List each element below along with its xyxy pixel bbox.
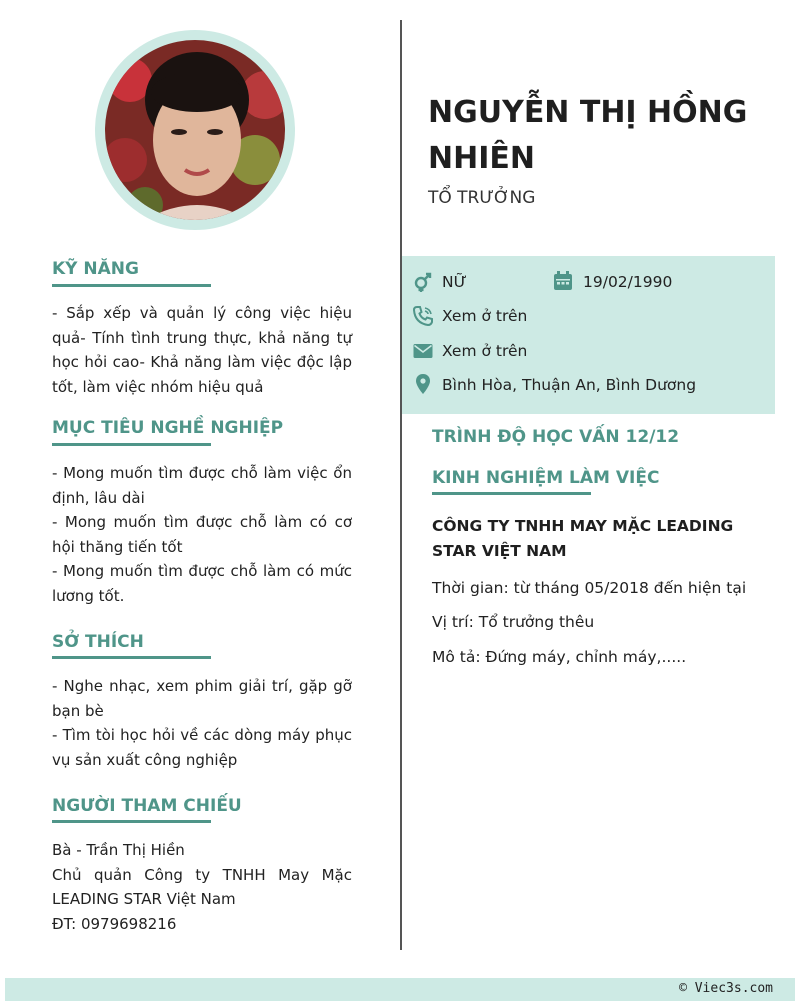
reference-item: ĐT: 0979698216 xyxy=(52,914,177,933)
phone-icon xyxy=(413,306,433,326)
email-icon xyxy=(413,341,433,361)
reference-underline xyxy=(52,820,211,823)
reference-item: Chủ quản Công ty TNHH May Mặc LEADING STAR Việt Nam xyxy=(52,865,352,908)
hobbies-body xyxy=(52,674,352,772)
skills-underline xyxy=(52,284,211,287)
address-text: Bình Hòa, Thuận An, Bình Dương xyxy=(442,376,697,394)
experience-title: KINH NGHIỆM LÀM VIỆC xyxy=(432,468,660,488)
calendar-icon xyxy=(553,271,573,291)
skills-title: KỸ NĂNG xyxy=(52,259,139,279)
gender-icon xyxy=(413,272,433,292)
column-divider xyxy=(400,20,402,950)
reference-title: NGƯỜI THAM CHIẾU xyxy=(52,796,242,816)
gender-text: NỮ xyxy=(442,273,467,291)
objective-title: MỤC TIÊU NGHỀ NGHIỆP xyxy=(52,418,284,438)
skills-body xyxy=(52,301,352,399)
company-name: CÔNG TY TNHH MAY MẶC LEADING STAR VIỆT NAM xyxy=(432,517,734,560)
objective-item: - Mong muốn tìm được chỗ làm có mức lương tốt. xyxy=(52,562,352,605)
hobbies-title: SỞ THÍCH xyxy=(52,632,144,652)
footer-bar xyxy=(5,978,795,1001)
hobbies-underline xyxy=(52,656,211,659)
candidate-role: TỔ TRƯỞNG xyxy=(428,188,536,208)
portrait-photo xyxy=(105,40,285,220)
reference-body xyxy=(52,838,352,936)
objective-item: - Mong muốn tìm được chỗ làm việc ổn định, lâu dài xyxy=(52,464,352,507)
email-text: Xem ở trên xyxy=(442,342,528,360)
birthday-text: 19/02/1990 xyxy=(583,273,673,291)
hobby-item: - Tìm tòi học hỏi về các dòng máy phục vụ sản xuất công nghiệp xyxy=(52,726,352,769)
experience-underline xyxy=(432,492,591,495)
location-pin-icon xyxy=(413,374,433,394)
reference-item: Bà - Trần Thị Hiền xyxy=(52,841,185,859)
education-title: TRÌNH ĐỘ HỌC VẤN 12/12 xyxy=(432,427,680,447)
skills-text: - Sắp xếp và quản lý công việc hiệu quả- Tính tình trung thực, khả năng tự học hỏi cao- Khả năng làm việc độc lập tốt, làm việc nhóm hiệu quả xyxy=(52,304,352,396)
phone-text: Xem ở trên xyxy=(442,307,528,325)
objective-underline xyxy=(52,443,211,446)
experience-period: Thời gian: từ tháng 05/2018 đến hiện tại xyxy=(432,579,747,597)
objective-item: - Mong muốn tìm được chỗ làm có cơ hội thăng tiến tốt xyxy=(52,513,352,556)
footer-credit: © Viec3s.com xyxy=(679,981,773,996)
avatar xyxy=(105,40,285,220)
contact-panel xyxy=(402,256,775,414)
candidate-name: NGUYỄN THỊ HỒNG NHIÊN xyxy=(428,95,748,176)
objective-body xyxy=(52,461,352,608)
avatar-ring xyxy=(95,30,295,230)
experience-description: Mô tả: Đứng máy, chỉnh máy,..... xyxy=(432,648,687,666)
experience-position: Vị trí: Tổ trưởng thêu xyxy=(432,613,595,631)
hobby-item: - Nghe nhạc, xem phim giải trí, gặp gỡ bạn bè xyxy=(52,677,352,720)
